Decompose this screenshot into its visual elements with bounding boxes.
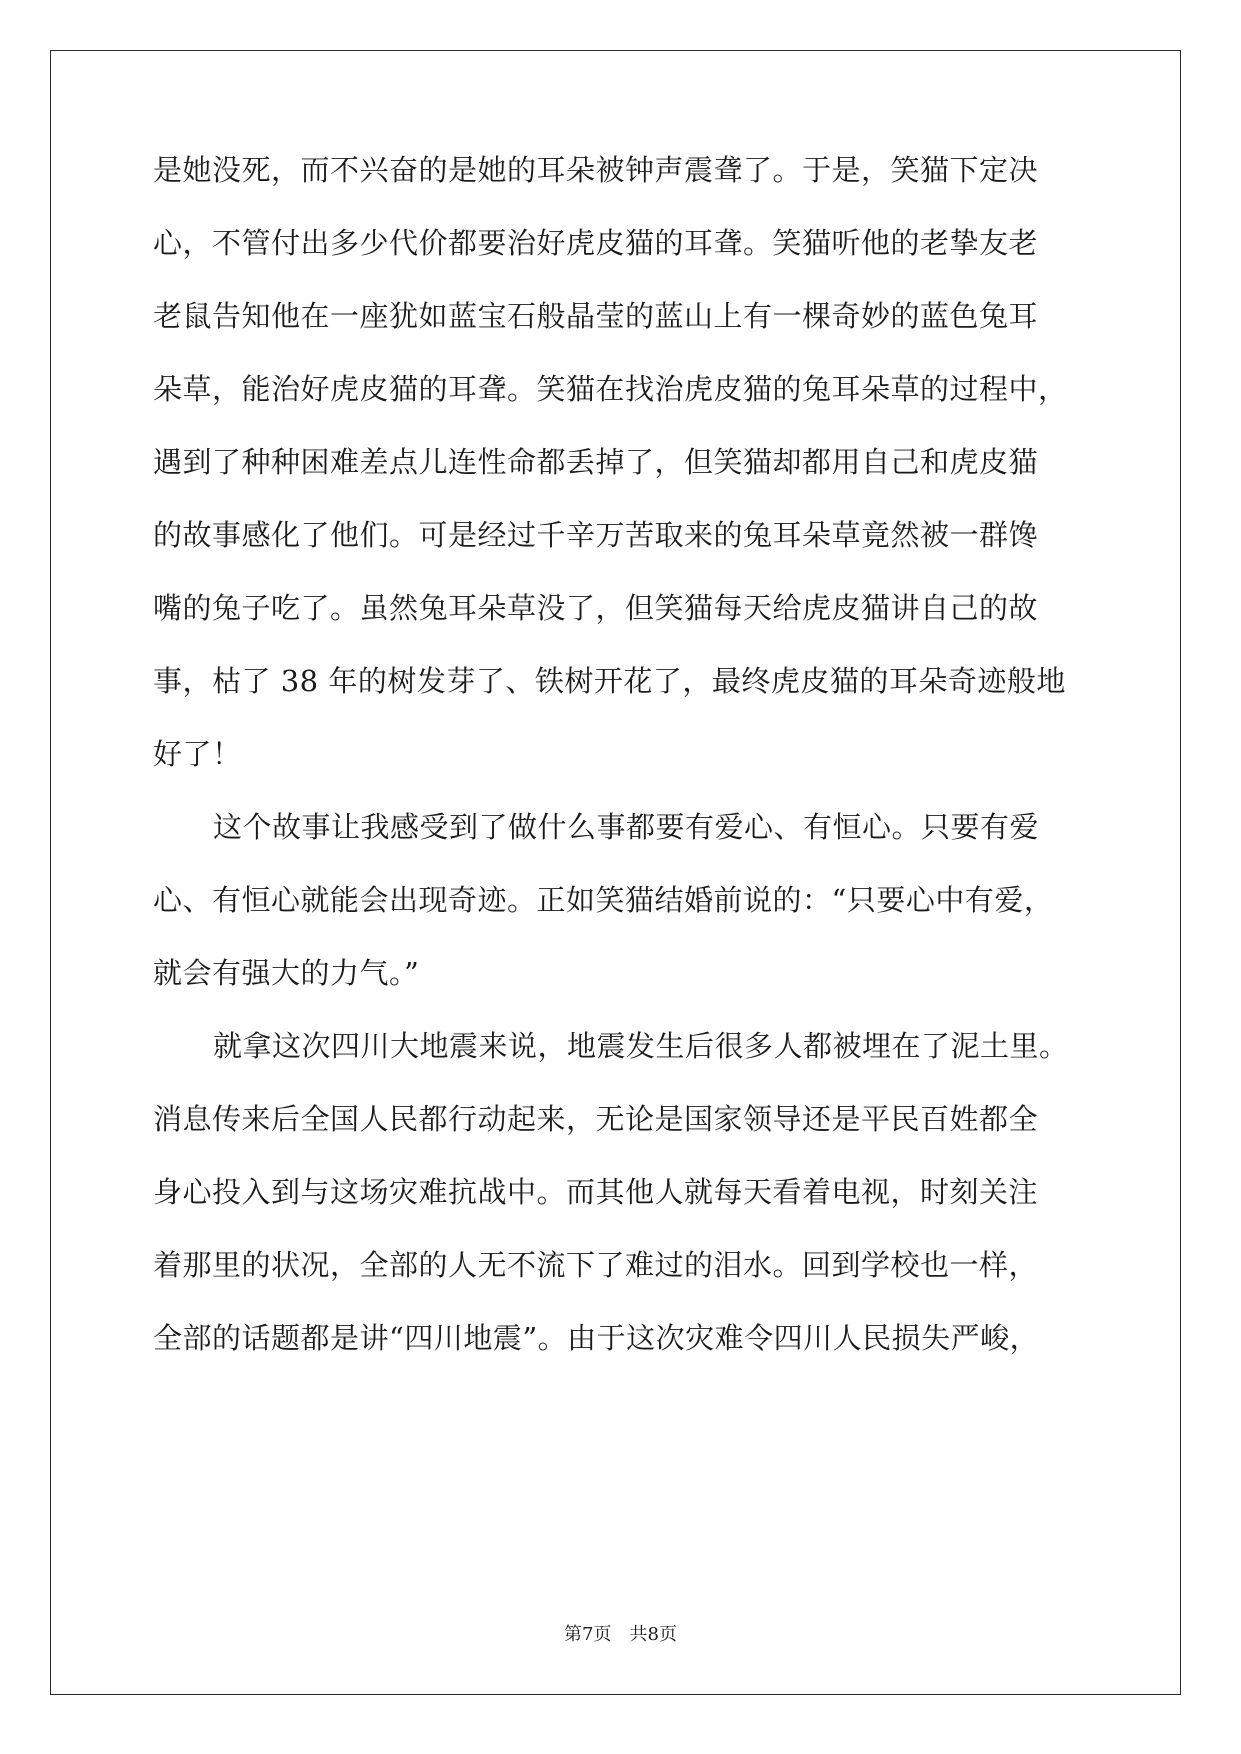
page-total: 共8页 [629, 1624, 677, 1645]
paragraph-3-line-2: 消息传来后全国人民都行动起来，无论是国家领导还是平民百姓都全 [153, 1102, 1039, 1136]
paragraph-2-line-3: 就会有强大的力气。” [153, 956, 420, 990]
page-border [50, 50, 1181, 1695]
page-footer [0, 1624, 1241, 1646]
text-line-4: 朵草，能治好虎皮猫的耳聋。笑猫在找治虎皮猫的兔耳朵草的过程中， [153, 372, 1068, 406]
paragraph-2-line-1: 这个故事让我感受到了做什么事都要有爱心、有恒心。只要有爱 [213, 810, 1040, 844]
text-line-8: 事，枯了 38 年的树发芽了、铁树开花了，最终虎皮猫的耳朵奇迹般地 [153, 664, 1066, 698]
paragraph-3-line-3: 身心投入到与这场灾难抗战中。而其他人就每天看着电视，时刻关注 [153, 1175, 1039, 1209]
text-line-9: 好了！ [153, 737, 242, 771]
paragraph-3-line-5: 全部的话题都是讲“四川地震”。由于这次灾难令四川人民损失严峻， [153, 1321, 1040, 1355]
page-number: 第7页 [564, 1624, 612, 1645]
text-line-7: 嘴的兔子吃了。虽然兔耳朵草没了，但笑猫每天给虎皮猫讲自己的故 [153, 591, 1039, 625]
text-line-5: 遇到了种种困难差点儿连性命都丢掉了，但笑猫却都用自己和虎皮猫 [153, 445, 1039, 479]
paragraph-3-line-4: 着那里的状况，全部的人无不流下了难过的泪水。回到学校也一样， [153, 1248, 1039, 1282]
text-line-6: 的故事感化了他们。可是经过千辛万苦取来的兔耳朵草竟然被一群馋 [153, 518, 1039, 552]
text-line-1: 是她没死，而不兴奋的是她的耳朵被钟声震聋了。于是，笑猫下定决 [153, 153, 1039, 187]
paragraph-2-line-2: 心、有恒心就能会出现奇迹。正如笑猫结婚前说的：“只要心中有爱， [153, 883, 1054, 917]
text-line-2: 心，不管付出多少代价都要治好虎皮猫的耳聋。笑猫听他的老挚友老 [153, 226, 1039, 260]
paragraph-3-line-1: 就拿这次四川大地震来说，地震发生后很多人都被埋在了泥土里。 [213, 1029, 1069, 1063]
text-line-3: 老鼠告知他在一座犹如蓝宝石般晶莹的蓝山上有一棵奇妙的蓝色兔耳 [153, 299, 1039, 333]
